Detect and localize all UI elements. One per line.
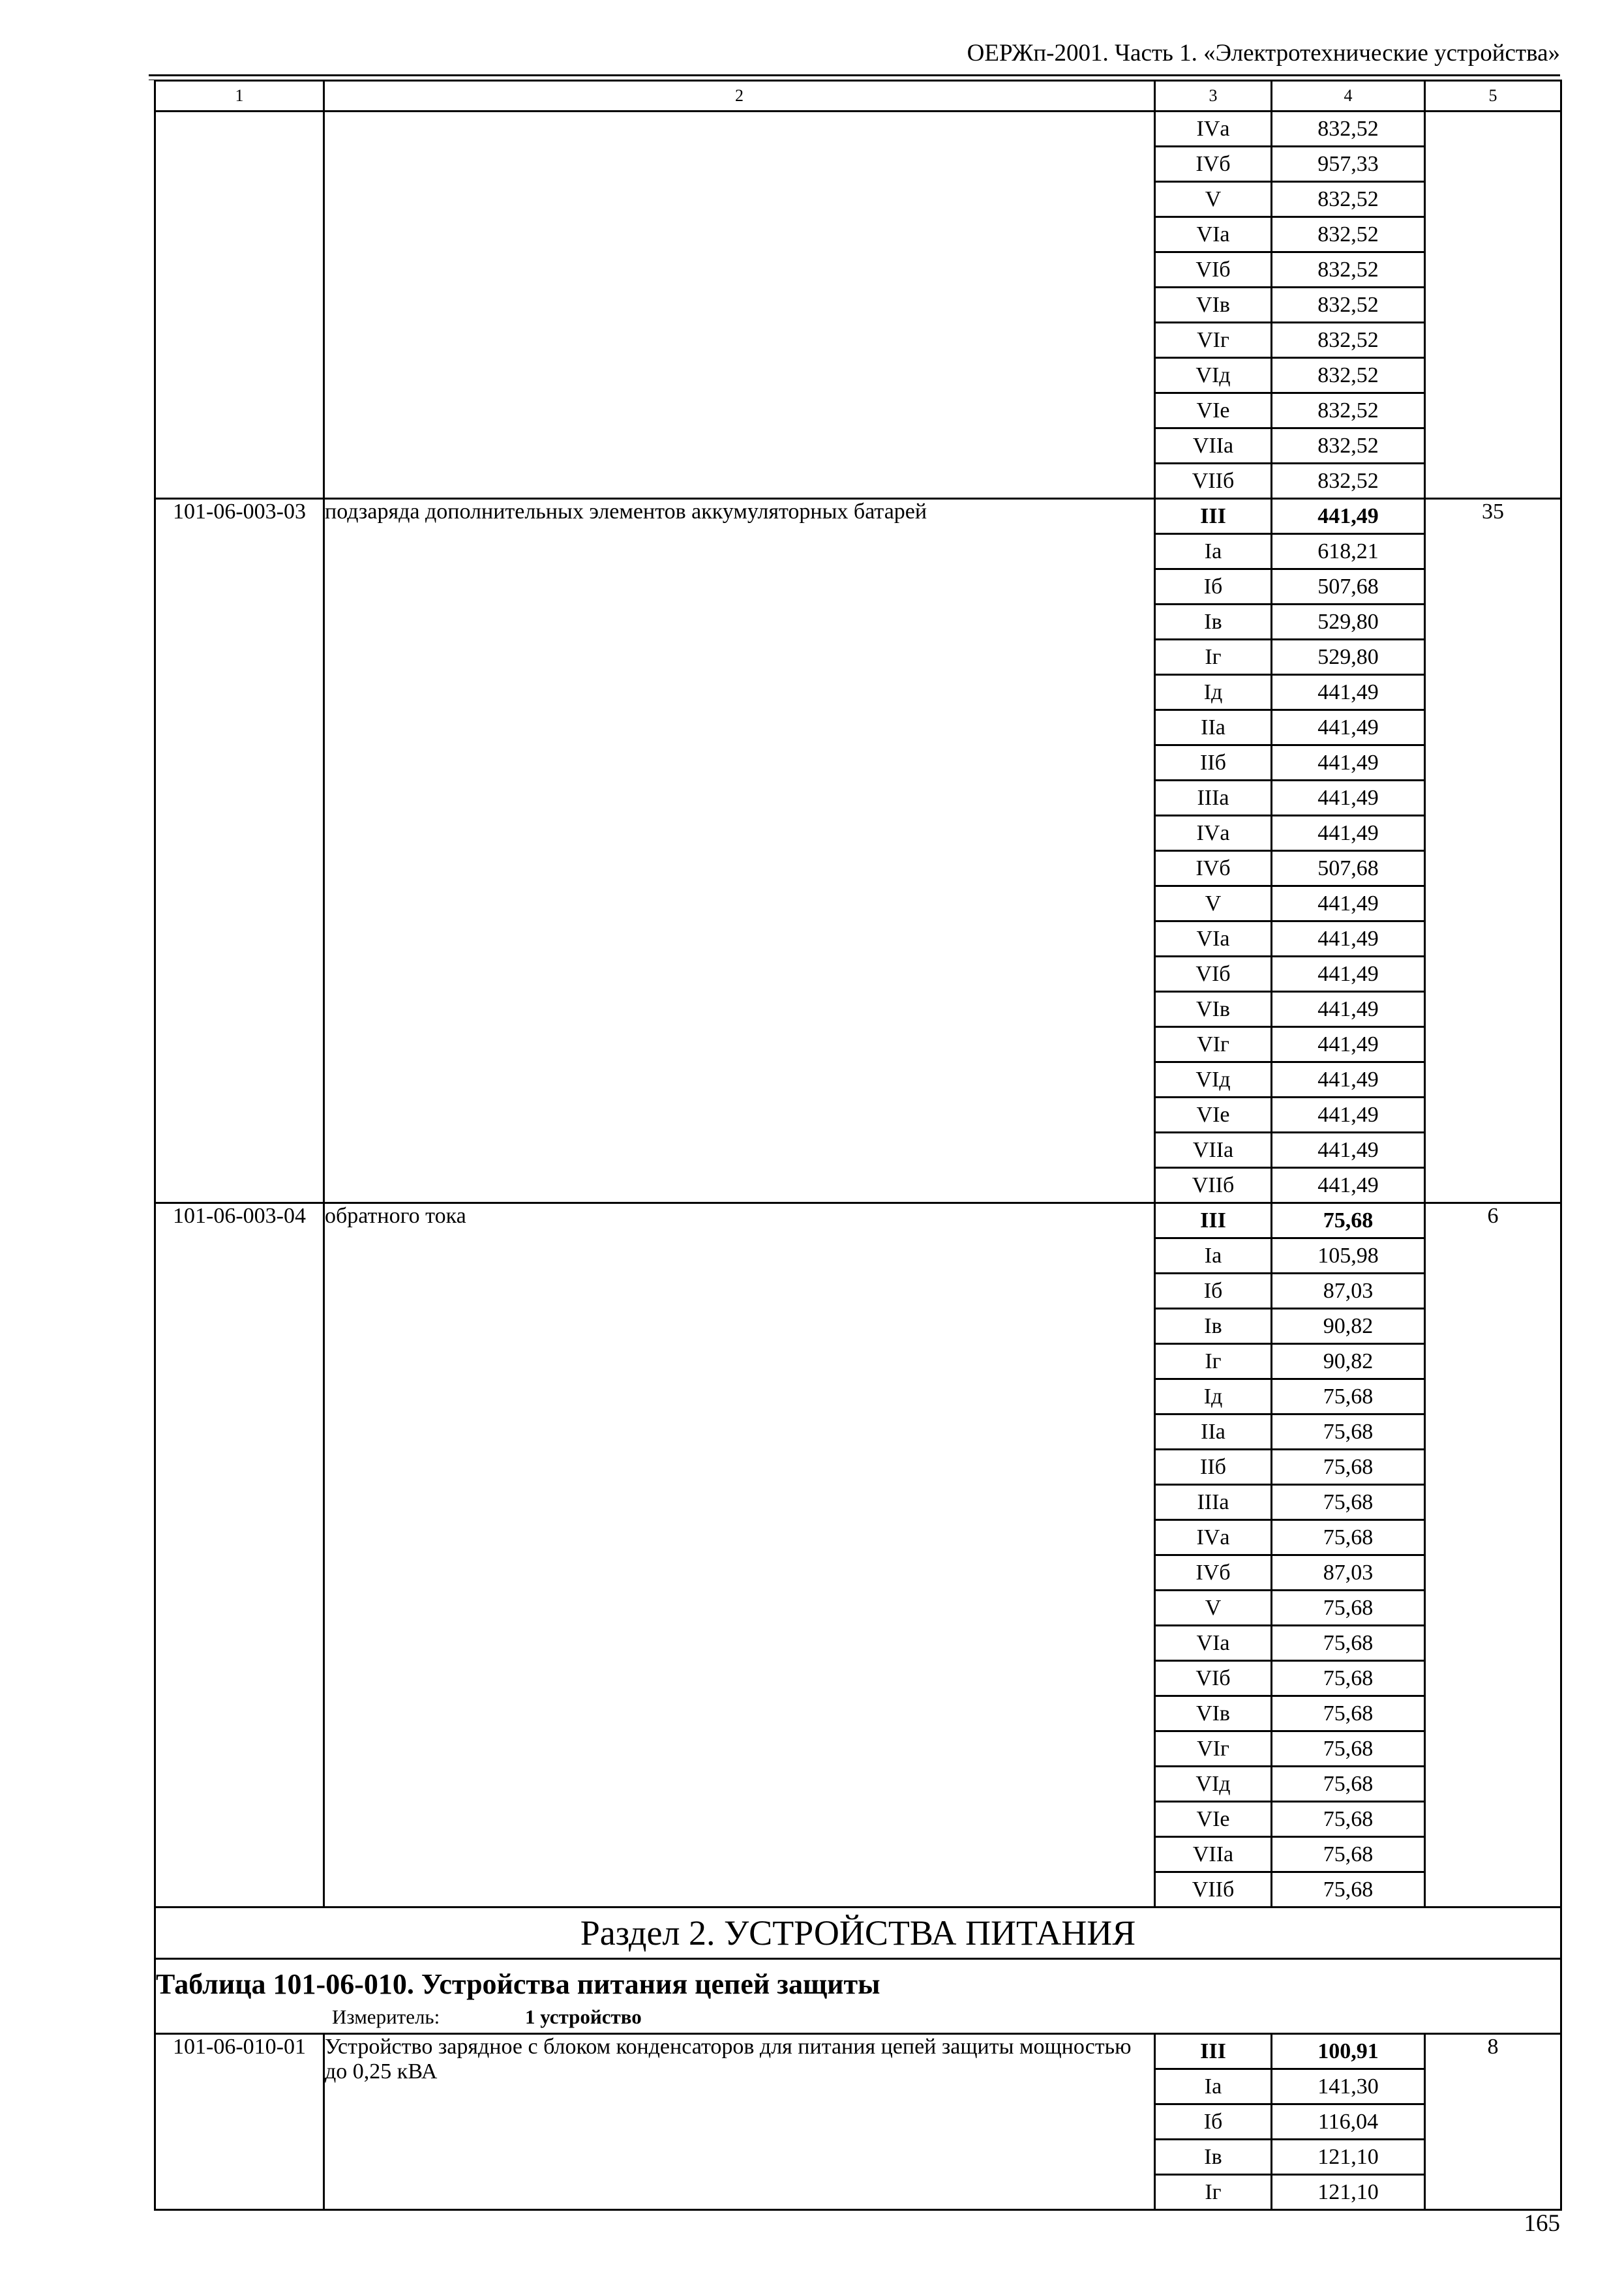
page-header (149, 38, 1560, 74)
rate-description: подзаряда дополнительных элементов аккумуляторных батарей (324, 499, 1155, 1203)
zone-cell: Iб (1155, 2104, 1272, 2140)
column-number: 4 (1272, 81, 1425, 112)
document-title: ОЕРЖп-2001. Часть 1. «Электротехнические устройства» (967, 40, 1560, 67)
rate-groups (155, 112, 1561, 1908)
value-cell: 441,49 (1272, 1027, 1425, 1062)
value-cell: 441,49 (1272, 1098, 1425, 1133)
rate-groups-2 (155, 2034, 1561, 2210)
unit-value: 1 устройство (525, 2005, 642, 2028)
value-cell: 75,68 (1272, 1379, 1425, 1414)
value-cell: 75,68 (1272, 1591, 1425, 1626)
zone-cell: VIIа (1155, 1837, 1272, 1872)
value-cell: 75,68 (1272, 1450, 1425, 1485)
value-cell: 832,52 (1272, 428, 1425, 464)
zone-cell: III (1155, 2034, 1272, 2069)
zone-cell: VIв (1155, 1696, 1272, 1731)
subtable-title: Таблица 101-06-010. Устройства питания цепей защиты (156, 1968, 880, 2000)
value-cell: 832,52 (1272, 217, 1425, 252)
column-number: 5 (1425, 81, 1561, 112)
rate-code (155, 112, 324, 499)
value-cell: 75,68 (1272, 1626, 1425, 1661)
value-cell: 832,52 (1272, 112, 1425, 147)
value-cell: 116,04 (1272, 2104, 1425, 2140)
norm-cell (1425, 112, 1561, 499)
value-cell: 100,91 (1272, 2034, 1425, 2069)
zone-cell: VIIа (1155, 1133, 1272, 1168)
zone-cell: VIг (1155, 1731, 1272, 1767)
zone-cell: IVб (1155, 147, 1272, 182)
value-cell: 75,68 (1272, 1731, 1425, 1767)
zone-cell: VIIб (1155, 1168, 1272, 1203)
value-cell: 832,52 (1272, 288, 1425, 323)
zone-cell: Iг (1155, 640, 1272, 675)
value-cell: 832,52 (1272, 393, 1425, 428)
zone-cell: Iв (1155, 1309, 1272, 1344)
value-cell: 90,82 (1272, 1309, 1425, 1344)
unit-line (332, 2004, 1560, 2030)
zone-cell: VIд (1155, 1062, 1272, 1098)
zone-cell: IVб (1155, 851, 1272, 886)
zone-cell: Iд (1155, 1379, 1272, 1414)
value-cell: 441,49 (1272, 957, 1425, 992)
zone-cell: VIб (1155, 1661, 1272, 1696)
value-cell: 75,68 (1272, 1520, 1425, 1555)
value-cell: 75,68 (1272, 1802, 1425, 1837)
value-cell: 75,68 (1272, 1203, 1425, 1238)
table-row (155, 112, 1561, 147)
value-cell: 105,98 (1272, 1238, 1425, 1274)
value-cell: 87,03 (1272, 1555, 1425, 1591)
section-title: Раздел 2. УСТРОЙСТВА ПИТАНИЯ (155, 1908, 1561, 1959)
value-cell: 507,68 (1272, 569, 1425, 605)
zone-cell: VIг (1155, 323, 1272, 358)
zone-cell: VIе (1155, 1098, 1272, 1133)
value-cell: 75,68 (1272, 1696, 1425, 1731)
zone-cell: VIд (1155, 358, 1272, 393)
value-cell: 529,80 (1272, 640, 1425, 675)
value-cell: 441,49 (1272, 710, 1425, 745)
zone-cell: V (1155, 1591, 1272, 1626)
norm-cell: 8 (1425, 2034, 1561, 2210)
zone-cell: VIб (1155, 957, 1272, 992)
value-cell: 75,68 (1272, 1485, 1425, 1520)
rate-description: Устройство зарядное с блоком конденсаторов для питания цепей защиты мощностью до 0,25 кВА (324, 2034, 1155, 2210)
zone-cell: IIб (1155, 1450, 1272, 1485)
column-number: 1 (155, 81, 324, 112)
value-cell: 441,49 (1272, 1133, 1425, 1168)
zone-cell: Iв (1155, 2140, 1272, 2175)
zone-cell: IIа (1155, 1414, 1272, 1450)
zone-cell: VIг (1155, 1027, 1272, 1062)
value-cell: 75,68 (1272, 1837, 1425, 1872)
table-row (155, 1203, 1561, 1238)
norm-cell: 35 (1425, 499, 1561, 1203)
zone-cell: Iб (1155, 569, 1272, 605)
zone-cell: VIд (1155, 1767, 1272, 1802)
value-cell: 75,68 (1272, 1767, 1425, 1802)
zone-cell: V (1155, 182, 1272, 217)
value-cell: 90,82 (1272, 1344, 1425, 1379)
zone-cell: VIе (1155, 393, 1272, 428)
zone-cell: Iг (1155, 2175, 1272, 2210)
zone-cell: IVа (1155, 816, 1272, 851)
value-cell: 441,49 (1272, 921, 1425, 957)
value-cell: 121,10 (1272, 2175, 1425, 2210)
value-cell: 832,52 (1272, 323, 1425, 358)
rates-table (154, 80, 1562, 2211)
value-cell: 441,49 (1272, 499, 1425, 534)
table-row (155, 499, 1561, 534)
zone-cell: Iа (1155, 2069, 1272, 2104)
unit-label: Измеритель: (332, 2005, 440, 2028)
value-cell: 441,49 (1272, 816, 1425, 851)
zone-cell: IIIа (1155, 781, 1272, 816)
zone-cell: Iб (1155, 1274, 1272, 1309)
rate-code: 101-06-003-03 (155, 499, 324, 1203)
value-cell: 441,49 (1272, 675, 1425, 710)
value-cell: 75,68 (1272, 1414, 1425, 1450)
rate-description: обратного тока (324, 1203, 1155, 1908)
zone-cell: III (1155, 1203, 1272, 1238)
zone-cell: III (1155, 499, 1272, 534)
zone-cell: VIIа (1155, 428, 1272, 464)
zone-cell: VIа (1155, 921, 1272, 957)
value-cell: 832,52 (1272, 358, 1425, 393)
zone-cell: IVб (1155, 1555, 1272, 1591)
rate-code: 101-06-003-04 (155, 1203, 324, 1908)
value-cell: 87,03 (1272, 1274, 1425, 1309)
value-cell: 441,49 (1272, 992, 1425, 1027)
value-cell: 441,49 (1272, 1168, 1425, 1203)
rate-description (324, 112, 1155, 499)
zone-cell: VIб (1155, 252, 1272, 288)
column-number: 2 (324, 81, 1155, 112)
zone-cell: VIа (1155, 1626, 1272, 1661)
value-cell: 507,68 (1272, 851, 1425, 886)
zone-cell: Iд (1155, 675, 1272, 710)
zone-cell: Iа (1155, 1238, 1272, 1274)
zone-cell: Iв (1155, 605, 1272, 640)
header-rule (149, 74, 1560, 76)
value-cell: 75,68 (1272, 1872, 1425, 1908)
section-block (155, 1908, 1561, 2034)
zone-cell: VIа (1155, 217, 1272, 252)
zone-cell: IIа (1155, 710, 1272, 745)
subtable-heading (155, 1959, 1561, 2034)
table-row (155, 2034, 1561, 2069)
value-cell: 832,52 (1272, 252, 1425, 288)
page-number: 165 (1524, 2210, 1560, 2237)
value-cell: 441,49 (1272, 781, 1425, 816)
value-cell: 832,52 (1272, 182, 1425, 217)
zone-cell: VIе (1155, 1802, 1272, 1837)
zone-cell: VIв (1155, 288, 1272, 323)
zone-cell: Iа (1155, 534, 1272, 569)
column-number-row (155, 81, 1561, 112)
value-cell: 75,68 (1272, 1661, 1425, 1696)
zone-cell: IIIа (1155, 1485, 1272, 1520)
value-cell: 441,49 (1272, 886, 1425, 921)
zone-cell: IVа (1155, 112, 1272, 147)
zone-cell: VIв (1155, 992, 1272, 1027)
value-cell: 618,21 (1272, 534, 1425, 569)
rate-code: 101-06-010-01 (155, 2034, 324, 2210)
zone-cell: V (1155, 886, 1272, 921)
zone-cell: VIIб (1155, 1872, 1272, 1908)
value-cell: 441,49 (1272, 1062, 1425, 1098)
zone-cell: IVа (1155, 1520, 1272, 1555)
value-cell: 141,30 (1272, 2069, 1425, 2104)
value-cell: 832,52 (1272, 464, 1425, 499)
value-cell: 121,10 (1272, 2140, 1425, 2175)
zone-cell: VIIб (1155, 464, 1272, 499)
norm-cell: 6 (1425, 1203, 1561, 1908)
value-cell: 441,49 (1272, 745, 1425, 781)
column-number: 3 (1155, 81, 1272, 112)
zone-cell: Iг (1155, 1344, 1272, 1379)
value-cell: 957,33 (1272, 147, 1425, 182)
value-cell: 529,80 (1272, 605, 1425, 640)
zone-cell: IIб (1155, 745, 1272, 781)
